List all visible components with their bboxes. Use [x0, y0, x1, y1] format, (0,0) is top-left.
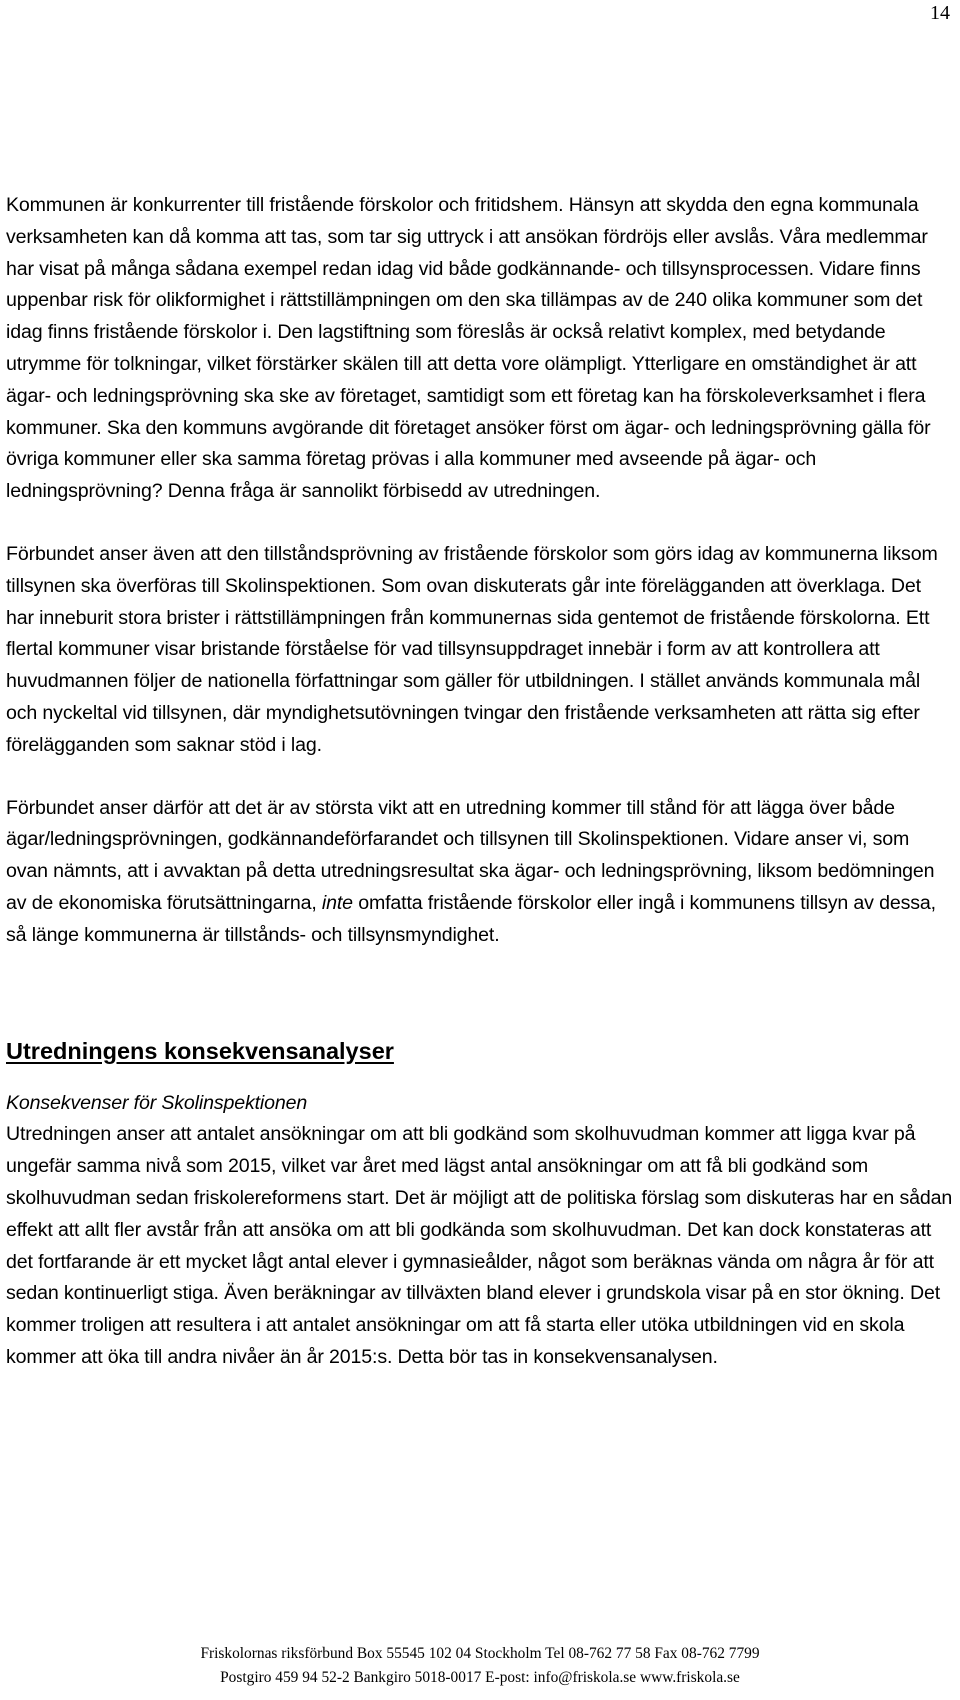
paragraph-3-text-after: omfatta fristående förskolor eller ingå i kommunens tillsyn av dessa, så länge kommunerna är tillstånds- och tillsynsmyndighet.	[6, 891, 936, 946]
section-subheading: Konsekvenser för Skolinspektionen	[6, 1091, 308, 1114]
footer-line-1: Friskolornas riksförbund Box 55545 102 04 Stockholm Tel 08-762 77 58 Fax 08-762 7799	[200, 1645, 760, 1662]
paragraph-3-text-before: Förbundet anser därför att det är av största vikt att en utredning kommer till stånd för att lägga över både ägar/ledningsprövningen, godkännandeförfarandet och tillsynen till Skolinspektionen. Vidare anser vi, som ovan nämnts, att i avvaktan på detta utredningsresultat ska ägar- och ledningsprövning, liksom bedömningen av de ekonomiska förutsättningarna,	[6, 796, 935, 914]
section-body: Utredningen anser att antalet ansökningar om att bli godkänd som skolhuvudman kommer att ligga kvar på ungefär samma nivå som 2015, vilket var året med lägst antal ansökningar om att få bli godkänd som skolhuvudman sedan friskolereformens start. Det är möjligt att de politiska förslag som diskuteras har en sådan effekt att allt fler avstår från att ansöka om att bli godkända som skolhuvudman. Det kan dock konstateras att det fortfarande är ett mycket lågt antal elever i gymnasieålder, något som beräknas vända om några år för att sedan kontinuerligt stiga. Även beräkningar av tillväxten bland elever i grundskola visar på en stor ökning. Det kommer troligen att resultera i att antalet ansökningar om att få starta eller utöka utbildningen vid en skola kommer att öka till andra nivåer än år 2015:s. Detta bör tas in konsekvensanalysen.	[6, 1123, 953, 1368]
document-body	[6, 190, 954, 1374]
page-footer	[0, 1642, 960, 1690]
paragraph-1: Kommunen är konkurrenter till fristående förskolor och fritidshem. Hänsyn att skydda den egna kommunala verksamheten kan då komma att tas, som tar sig uttryck i att ansökan fördröjs eller avslås. Våra medlemmar har visat på många sådana exempel redan idag vid både godkännande- och tillsynsprocessen. Vidare finns uppenbar risk för olikformighet i rättstillämpningen om den ska tillämpas av de 240 olika kommuner som det idag finns fristående förskolor i. Den lagstiftning som föreslås är också relativt komplex, med betydande utrymme för tolkningar, vilket förstärker skälen till att detta vore olämpligt. Ytterligare en omständighet är att ägar- och ledningsprövning ska ske av företaget, samtidigt som ett företag kan ha förskoleverksamhet i flera kommuner. Ska den kommuns avgörande dit företaget ansöker först om ägar- och ledningsprövning gälla för övriga kommuner eller ska samma företag prövas i alla kommuner med avseende på ägar- och ledningsprövning? Denna fråga är sannolikt förbisedd av utredningen.	[6, 194, 931, 503]
page-number: 14	[930, 2, 950, 24]
paragraph-2: Förbundet anser även att den tillståndsprövning av fristående förskolor som görs idag av kommunerna liksom tillsynen ska överföras till Skolinspektionen. Som ovan diskuterats går inte förelägganden att överklaga. Det har inneburit stora brister i rättstillämpningen från kommunernas sida gentemot de fristående förskolorna. Ett flertal kommuner visar bristande förståelse för vad tillsynsuppdraget innebär i form av att kontrollera att huvudmannen följer de nationella författningar som gäller för utbildningen. I stället används kommunala mål och nyckeltal vid tillsynen, där myndighetsutövningen tvingar den fristående verksamheten att rätta sig efter förelägganden som saknar stöd i lag.	[6, 542, 938, 756]
footer-line-2: Postgiro 459 94 52-2 Bankgiro 5018-0017 E-post: info@friskola.se www.friskola.se	[220, 1669, 740, 1686]
paragraph-3-emphasis: inte	[321, 891, 353, 914]
section-heading: Utredningens konsekvensanalyser	[6, 1037, 394, 1064]
paragraph-3	[6, 793, 954, 952]
